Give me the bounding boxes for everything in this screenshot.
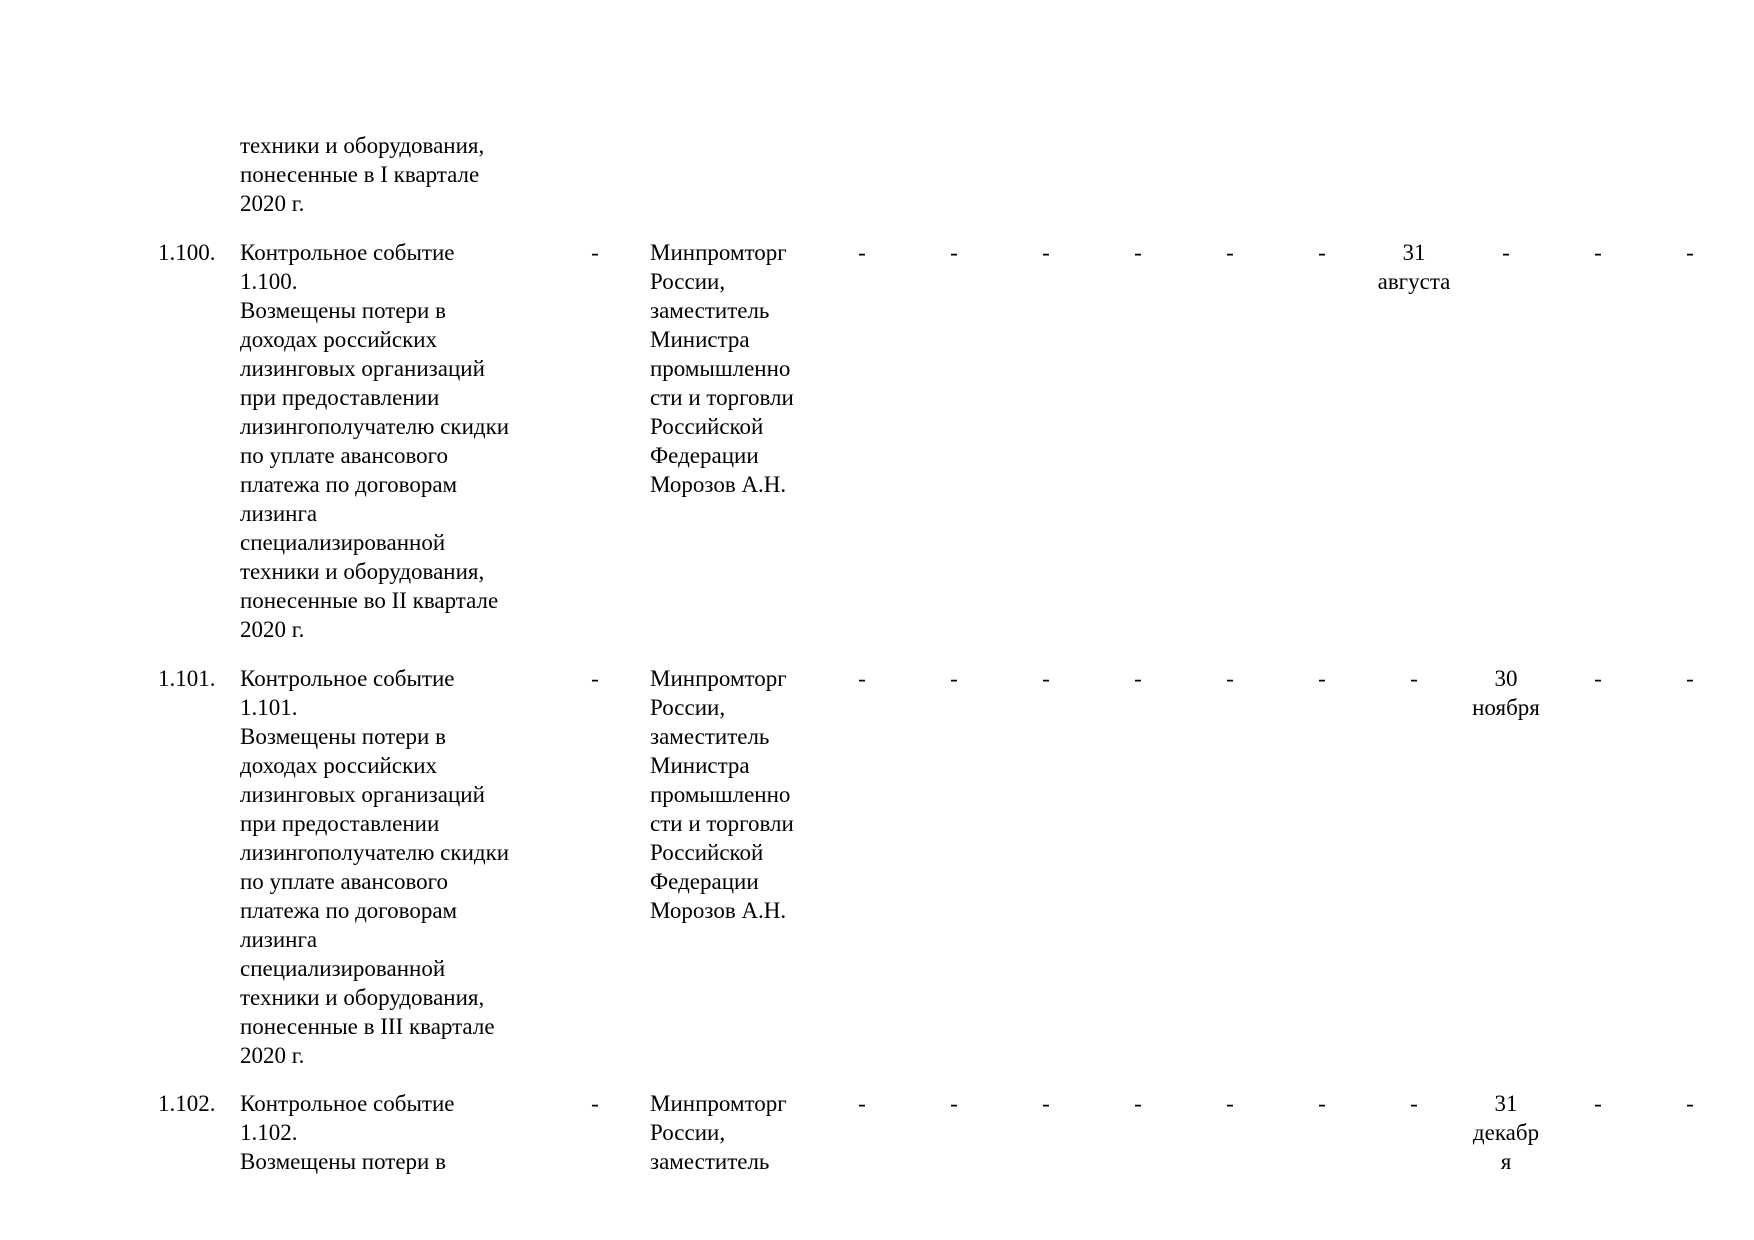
row-col-b: -	[591, 240, 599, 265]
schedule-cell: -	[1226, 240, 1234, 265]
row-number: 1.102.	[158, 1091, 216, 1116]
schedule-cell: -	[1502, 240, 1510, 265]
continuation-text: техники и оборудования, понесенные в I квартале 2020 г.	[240, 133, 485, 216]
schedule-cell: -	[1594, 1091, 1602, 1116]
schedule-cell: -	[1042, 240, 1050, 265]
schedule-cell: -	[1686, 240, 1694, 265]
schedule-cell: -	[858, 1091, 866, 1116]
schedule-cell: -	[1686, 1091, 1694, 1116]
schedule-cell: 30 ноября	[1472, 666, 1540, 720]
schedule-cell: -	[1226, 666, 1234, 691]
schedule-cell: -	[1594, 240, 1602, 265]
row-col-b: -	[591, 1091, 599, 1116]
row-responsible: Минпромторг России, заместитель	[650, 1091, 787, 1174]
schedule-cell: -	[950, 666, 958, 691]
schedule-cell: -	[1134, 240, 1142, 265]
schedule-cell: 31 августа	[1377, 240, 1451, 294]
schedule-cell: -	[1318, 666, 1326, 691]
schedule-cell: -	[1042, 1091, 1050, 1116]
schedule-cell: -	[1594, 666, 1602, 691]
row-number: 1.100.	[158, 240, 216, 265]
schedule-cell: -	[950, 1091, 958, 1116]
row-col-b: -	[591, 666, 599, 691]
schedule-cell: -	[1318, 1091, 1326, 1116]
row-responsible: Минпромторг России, заместитель Министра промышленно сти и торговли Российской Федерации Морозов А.Н.	[650, 240, 794, 497]
row-responsible: Минпромторг России, заместитель Министра промышленно сти и торговли Российской Федерации Морозов А.Н.	[650, 666, 794, 923]
row-number: 1.101.	[158, 666, 216, 691]
schedule-cell: -	[858, 240, 866, 265]
schedule-cell: -	[1318, 240, 1326, 265]
schedule-cell: -	[1134, 666, 1142, 691]
schedule-cell: -	[1042, 666, 1050, 691]
schedule-cell: -	[1410, 1091, 1418, 1116]
row-description: Контрольное событие 1.101. Возмещены потери в доходах российских лизинговых организаций при предоставлении лизингополучателю скидки по уплате авансового платежа по договорам лизинга специализированной техники и оборудования, понесенные в III квартале 2020 г.	[240, 666, 510, 1068]
schedule-cell: -	[1410, 666, 1418, 691]
schedule-cell: -	[1226, 1091, 1234, 1116]
schedule-cell: -	[950, 240, 958, 265]
schedule-cell: -	[858, 666, 866, 691]
row-description: Контрольное событие 1.100. Возмещены потери в доходах российских лизинговых организаций при предоставлении лизингополучателю скидки по уплате авансового платежа по договорам лизинга специализированной техники и оборудования, понесенные во II квартале 2020 г.	[240, 240, 510, 642]
schedule-cell: 31 декабр я	[1472, 1091, 1540, 1174]
schedule-cell: -	[1134, 1091, 1142, 1116]
row-description: Контрольное событие 1.102. Возмещены потери в	[240, 1091, 455, 1174]
schedule-cell: -	[1686, 666, 1694, 691]
